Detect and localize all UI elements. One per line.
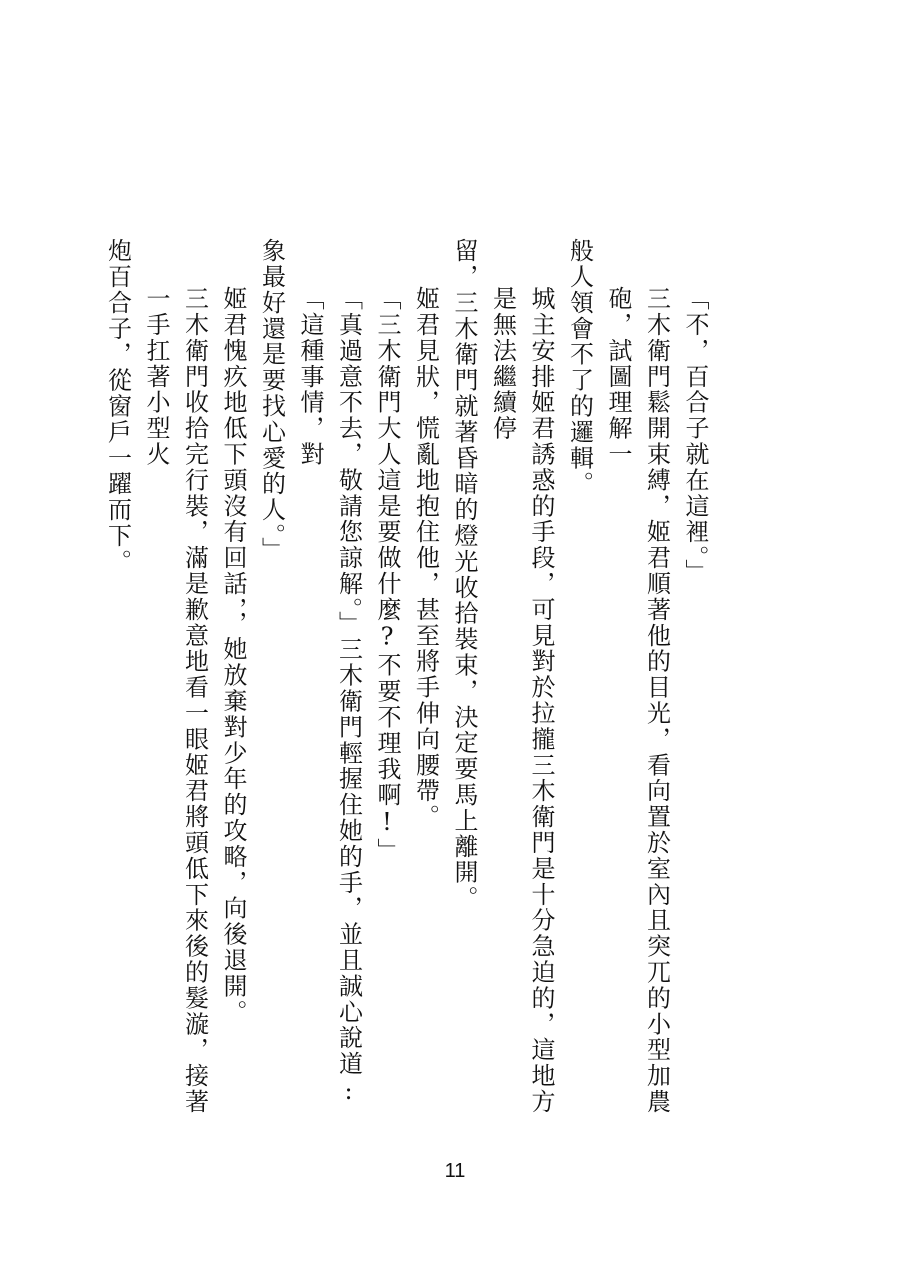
page-number: 11 (444, 1160, 466, 1182)
paragraph-line: 三木衛門鬆開束縛，姬君順著他的目光，看向置於室內且突兀的小型加農砲，試圖理解一 (604, 286, 671, 1115)
vertical-text-body (98, 238, 714, 1118)
paragraph-line: 象最好還是要找心愛的人。」 (257, 238, 286, 563)
paragraph-line: 三木衛門收拾完行裝，滿是歉意地看一眼姬君將頭低下來後的髮漩，接著一手扛著小型火 (142, 286, 209, 1115)
paragraph-line: 般人領會不了的邏輯。 (565, 238, 594, 497)
paragraph-line: 「不，百合子就在這裡。」 (681, 286, 709, 585)
paragraph-line: 炮百合子，從窗戶一躍而下。 (103, 238, 132, 575)
paragraph-line: 姬君愧疚地低下頭沒有回話，，她放棄對少年的攻略，向後退開。 (219, 286, 247, 1026)
paragraph-line: 留，三木衛門就著昏暗的燈光收拾裝束，決定要馬上離開。 (450, 238, 478, 912)
paragraph-line: 「真過意不去，敬請您諒解。」三木衛門輕握住她的手，並且誠心說道:「這種事情，對 (296, 286, 363, 1107)
paragraph-line: 城主安排姬君誘惑的手段，可見對於拉攏三木衛門是十分急迫的，這地方是無法繼續停 (488, 286, 555, 1115)
paragraph-line: 姬君見狀，慌亂地抱住他，甚至將手伸向腰帶。 (411, 286, 440, 830)
paragraph-line: 「三木衛門大人這是要做什麼?不要不理我啊!」 (373, 286, 401, 864)
